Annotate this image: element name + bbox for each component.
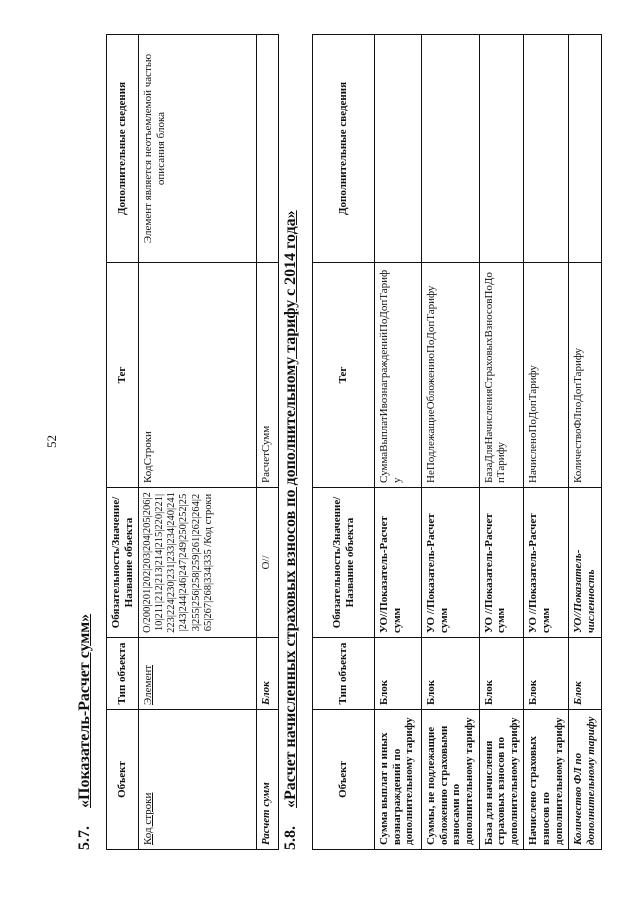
table-row (569, 35, 601, 850)
header-tag: Тег (107, 263, 139, 488)
cell-type: Блок (524, 638, 569, 710)
cell-info (569, 35, 601, 263)
table-row (422, 35, 480, 850)
cell-value: УО//Показатель-численность (569, 488, 601, 638)
header-tag: Тег (313, 263, 375, 488)
cell-value: О// (257, 488, 279, 638)
cell-info (524, 35, 569, 263)
table-header-row (313, 35, 375, 850)
cell-info (257, 35, 279, 263)
header-info: Дополнительные сведения (107, 35, 139, 263)
cell-type: Блок (479, 638, 524, 710)
section-title-text: «Показатель-Расчет сумм» (76, 613, 93, 808)
cell-type: Блок (375, 638, 422, 710)
section-5-7-title (76, 614, 94, 850)
cell-object: Код строки (139, 710, 257, 850)
table-row (479, 35, 524, 850)
cell-value: УО//Показатель-Расчет сумм (375, 488, 422, 638)
rotated-content (72, 35, 632, 850)
cell-info (422, 35, 480, 263)
cell-object: Суммы, не подлежащие обложению страховыми взносами по дополнительному тарифу (422, 710, 480, 850)
header-info: Дополнительные сведения (313, 35, 375, 263)
section-number: 5.7. (76, 826, 93, 850)
table-header-row (107, 35, 139, 850)
table-row (257, 35, 279, 850)
table-row (524, 35, 569, 850)
cell-tag: БазаДляНачисленияСтраховыхВзносовПоДопТарифу (479, 263, 524, 488)
cell-object: Количество ФЛ по дополнительному тарифу (569, 710, 601, 850)
header-type: Тип объекта (313, 638, 375, 710)
cell-object: Начислено страховых взносов по дополнительному тарифу (524, 710, 569, 850)
cell-tag: НачисленоПоДопТарифу (524, 263, 569, 488)
header-value: Обязательность/Значение/Название объекта (313, 488, 375, 638)
table-5-7 (106, 34, 279, 850)
section-title-text: «Расчет начисленных страховых взносов по дополнительному тарифу с 2014 года» (282, 210, 299, 808)
cell-type: Блок (257, 638, 279, 710)
cell-tag: НеПодлежащиеОбложениюПоДопТарифу (422, 263, 480, 488)
section-5-8-title (282, 210, 300, 850)
cell-tag: КоличествоФЛпоДопТарифу (569, 263, 601, 488)
table-row (375, 35, 422, 850)
cell-object: Сумма выплат и иных вознаграждений по дополнительному тарифу (375, 710, 422, 850)
header-object: Объект (107, 710, 139, 850)
cell-tag: РасчетСумм (257, 263, 279, 488)
cell-value: О/200|201|202|203|204|205|206|210|211|212|213|214|215|220|221|223|224|230|231|233|234|240|241|243|244|246|247|249|250|252|253|255|256|258|259|261|262|264|265|267|268|334|335 /Код строки (139, 488, 257, 638)
header-type: Тип объекта (107, 638, 139, 710)
table-5-8 (312, 34, 602, 850)
header-value: Обязательность/Значение/Название объекта (107, 488, 139, 638)
cell-object: База для начисления страховых взносов по дополнительному тарифу (479, 710, 524, 850)
cell-info: Элемент является неотъемлемой частью описания блока (139, 35, 257, 263)
table-row (139, 35, 257, 850)
page-number: 52 (44, 435, 59, 448)
cell-type: Элемент (139, 638, 257, 710)
section-number: 5.8. (282, 826, 299, 850)
cell-info (375, 35, 422, 263)
cell-info (479, 35, 524, 263)
cell-type: Блок (569, 638, 601, 710)
cell-tag: КодСтроки (139, 263, 257, 488)
cell-value: УО //Показатель-Расчет сумм (422, 488, 480, 638)
cell-type: Блок (422, 638, 480, 710)
cell-value: УО //Показатель-Расчет сумм (524, 488, 569, 638)
cell-tag: СуммаВыплатИвознагражденийПоДопТарифу (375, 263, 422, 488)
header-object: Объект (313, 710, 375, 850)
cell-value: УО //Показатель-Расчет сумм (479, 488, 524, 638)
cell-object: Расчет сумм (257, 710, 279, 850)
